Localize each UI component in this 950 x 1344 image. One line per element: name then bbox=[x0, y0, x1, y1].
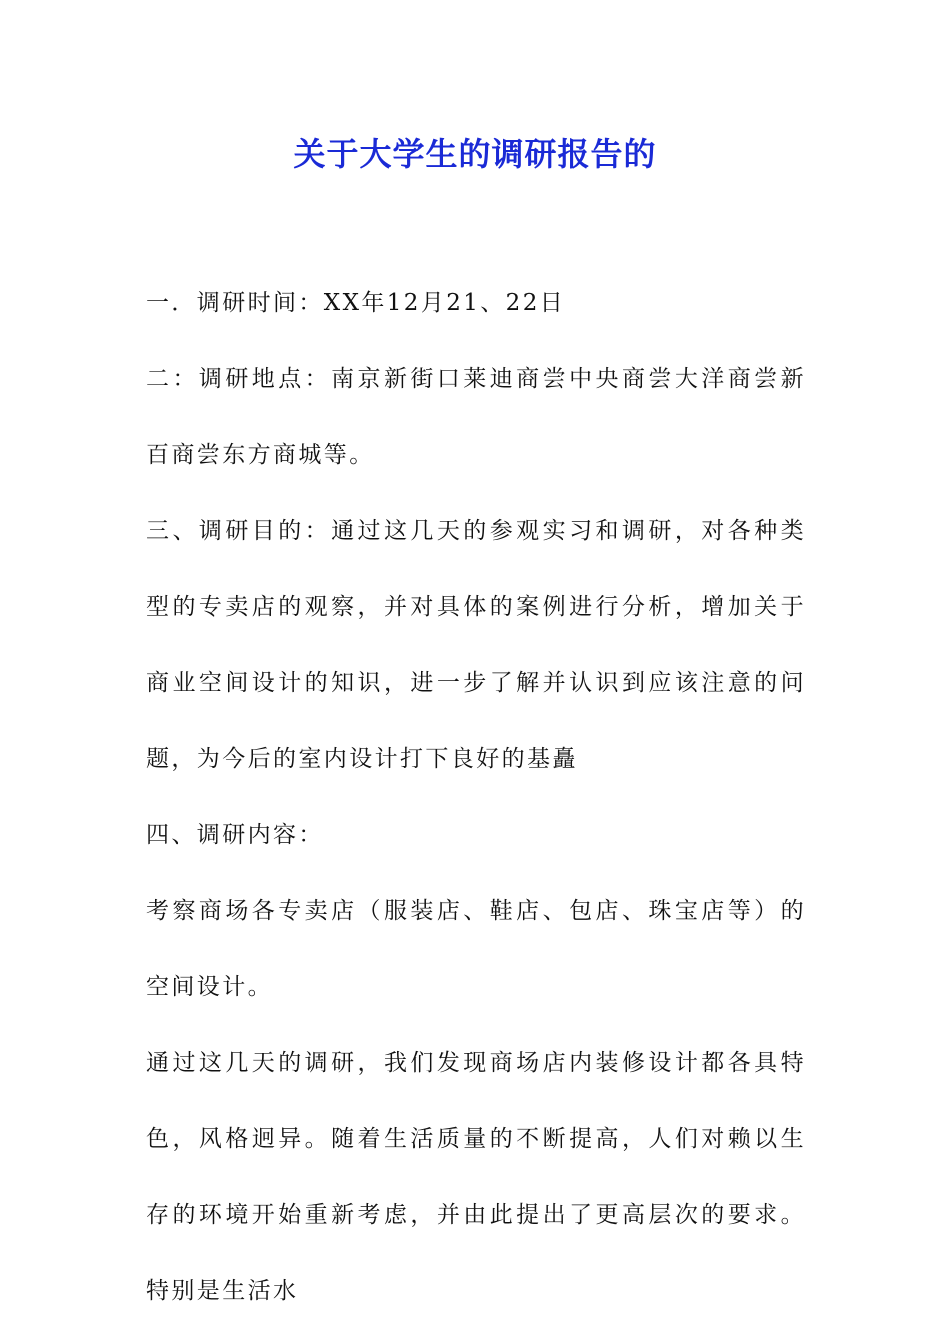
paragraph-survey-location: 二：调研地点：南京新街口莱迪商尝中央商尝大洋商尝新百商尝东方商城等。 bbox=[146, 366, 806, 468]
document-title: 关于大学生的调研报告的 bbox=[293, 135, 657, 173]
paragraph-survey-purpose: 三、调研目的：通过这几天的参观实习和调研，对各种类型的专卖店的观察，并对具体的案例进行分析，增加关于商业空间设计的知识，进一步了解并认识到应该注意的问题，为今后的室内设计打下良好的基矗 bbox=[146, 518, 806, 772]
document-body bbox=[146, 265, 806, 1329]
paragraph-survey-time: 一．调研时间：XX年12月21、22日 bbox=[146, 290, 566, 316]
paragraph-survey-content: 考察商场各专卖店（服装店、鞋店、包店、珠宝店等）的空间设计。 bbox=[146, 898, 806, 1000]
paragraph-survey-content-heading: 四、调研内容： bbox=[146, 822, 324, 848]
paragraph-survey-findings: 通过这几天的调研，我们发现商场店内装修设计都各具特色，风格迥异。随着生活质量的不断提高，人们对赖以生存的环境开始重新考虑，并由此提出了更高层次的要求。特别是生活水 bbox=[146, 1050, 806, 1304]
